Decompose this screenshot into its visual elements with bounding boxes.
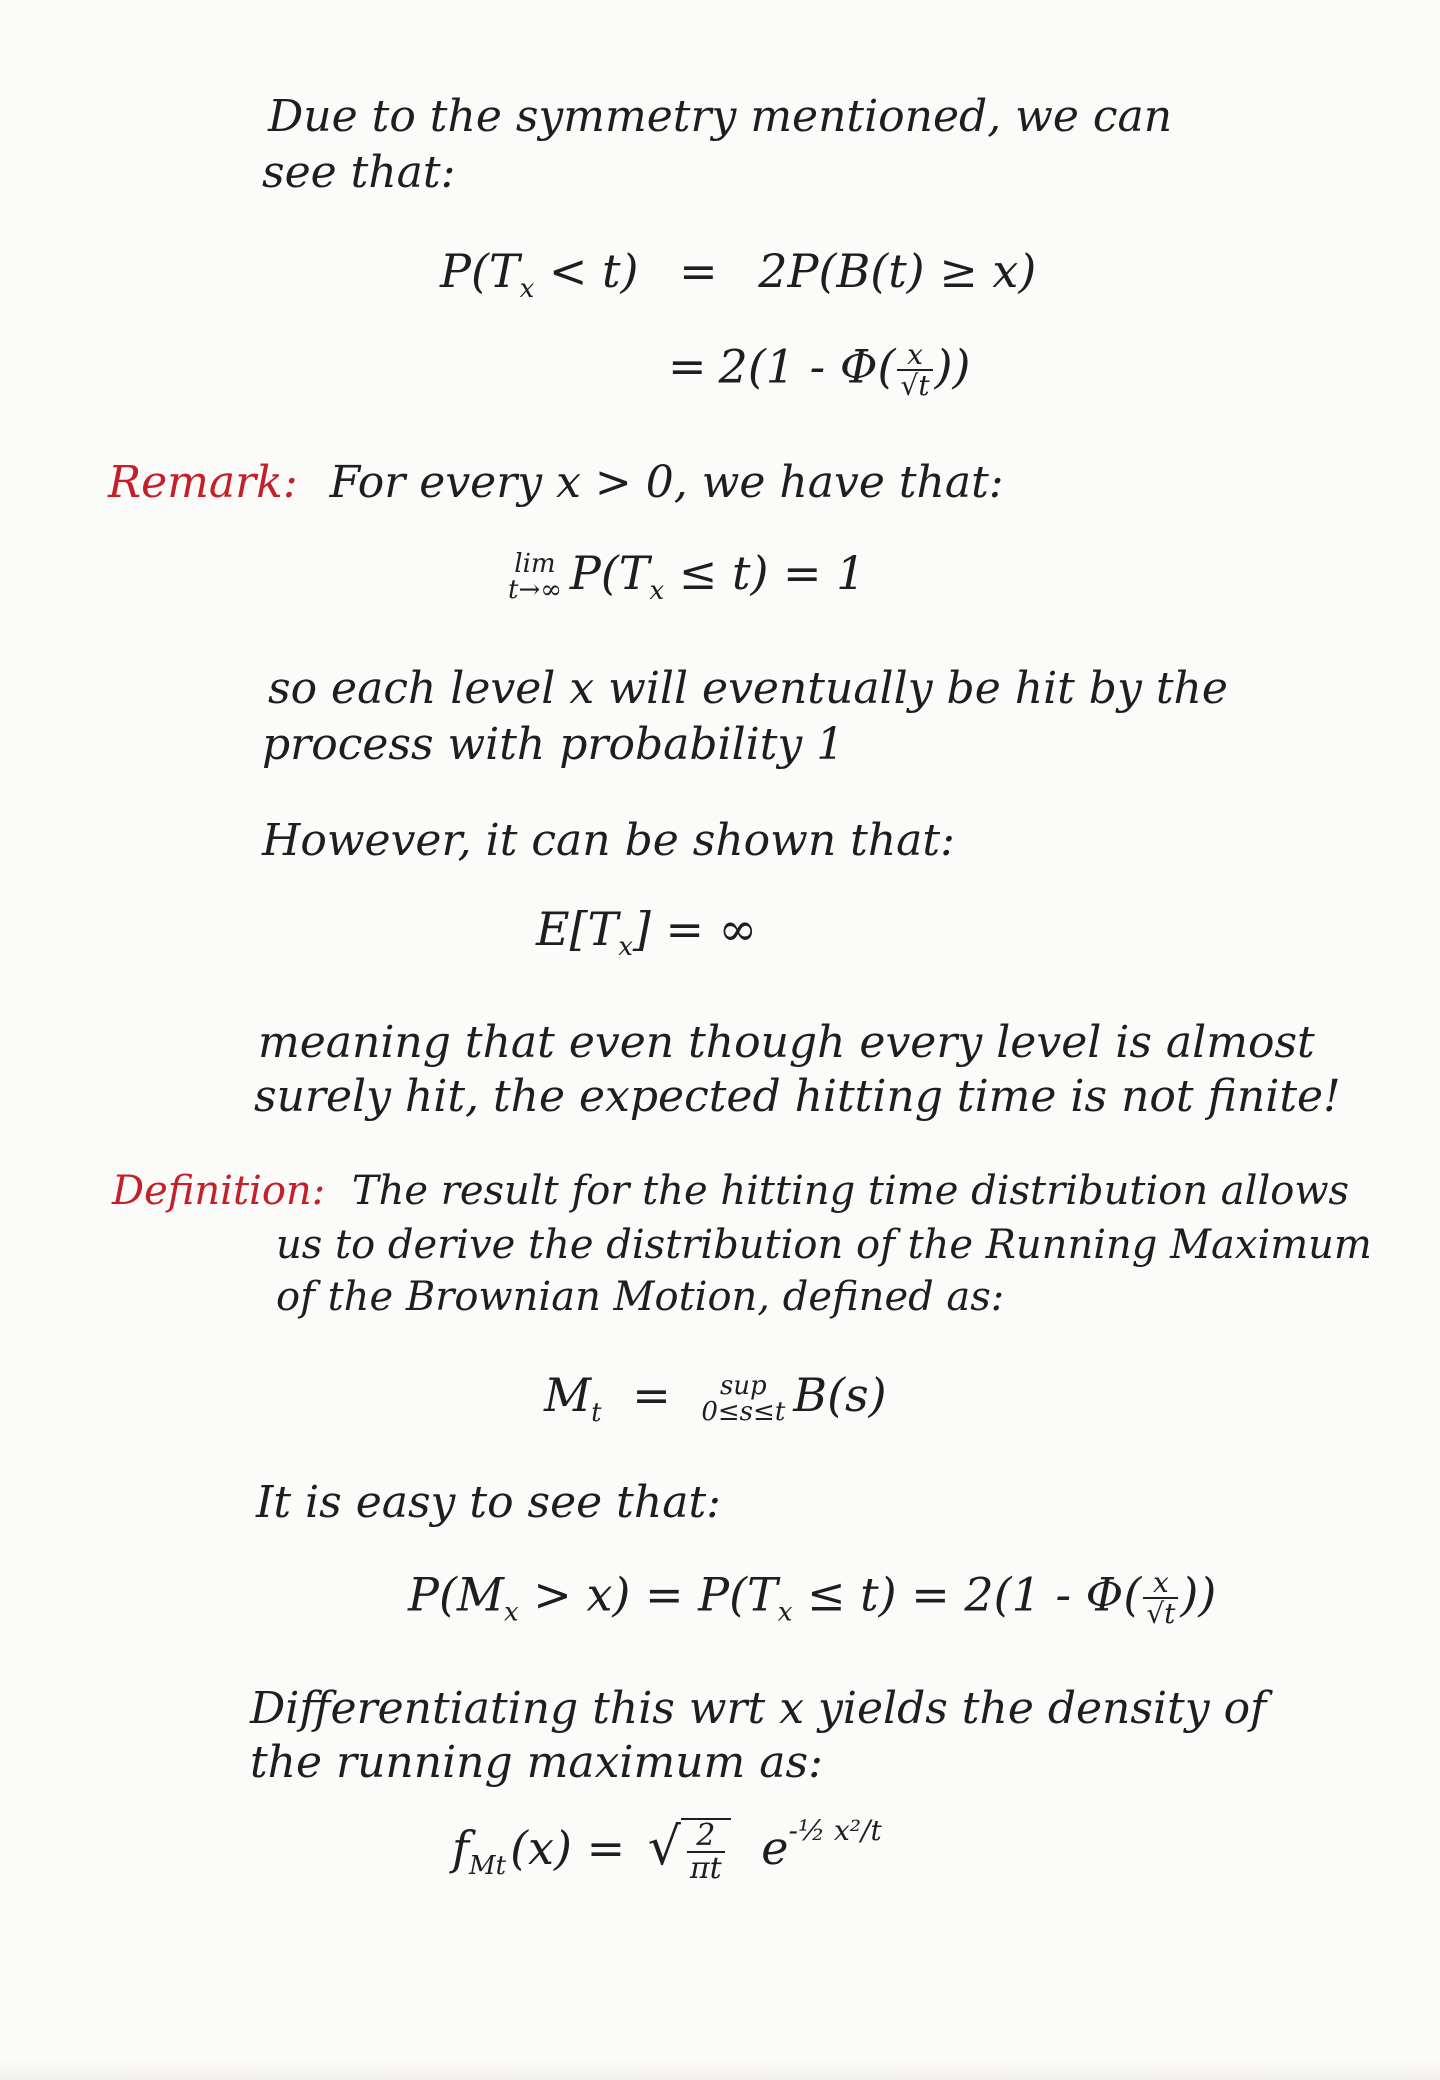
eq7-lhs-sub: Mt — [469, 1851, 507, 1881]
definition-line-1: The result for the hitting time distribution allows — [351, 1168, 1350, 1214]
eq2-rhs-post: )) — [934, 339, 971, 394]
para3-line-1: meaning that even though every level is almost — [258, 1017, 1315, 1068]
eq2-equals: = — [668, 339, 707, 394]
equation-phi-form — [668, 340, 970, 401]
eq7-exp-base: e — [761, 1821, 789, 1875]
para4-line-1: It is easy to see that: — [256, 1477, 721, 1528]
equation-expected-hitting-time — [536, 904, 757, 962]
eq4-expr-sub: x — [618, 932, 633, 962]
sqrt-sign: √ — [647, 1817, 681, 1877]
equation-hitting-time-cdf — [440, 246, 1036, 304]
eq4-expr: E[T — [536, 902, 619, 956]
eq6-part1-sub: x — [504, 1597, 519, 1628]
eq3-expr-sub: x — [649, 576, 665, 606]
equation-limit — [508, 548, 865, 606]
scan-edge — [0, 2060, 1440, 2080]
remark-text: For every x > 0, we have that: — [329, 457, 1004, 508]
definition-first-line — [112, 1168, 1349, 1214]
eq1-lhs-sub: x — [519, 274, 535, 304]
eq5-rhs: B(s) — [793, 1368, 887, 1422]
equation-density — [452, 1816, 882, 1885]
para3-line-2: surely hit, the expected hitting time is not finite! — [254, 1071, 1341, 1122]
eq7-exp-power: -½ x²/t — [788, 1814, 882, 1847]
sup-operator: sup 0≤s≤t — [701, 1371, 786, 1427]
definition-line-2: us to derive the distribution of the Running Maximum — [276, 1222, 1372, 1268]
definition-label: Definition: — [112, 1168, 326, 1214]
eq6-part2-rest: ≤ t) = 2(1 - Φ( — [792, 1567, 1142, 1622]
para5-line-1: Differentiating this wrt x yields the density of — [250, 1683, 1267, 1734]
para2-line-1: However, it can be shown that: — [262, 815, 955, 866]
eq6-part1-rest: > x) = P(T — [518, 1567, 778, 1622]
equation-running-maximum — [544, 1370, 887, 1428]
eq3-expr: P(T — [569, 546, 650, 600]
para1-line-1: so each level x will eventually be hit by the — [268, 663, 1228, 714]
eq5-lhs: M — [544, 1368, 592, 1422]
eq2-fraction: $\frac{x}{√t}$ — [897, 340, 932, 401]
intro-line-1: Due to the symmetry mentioned, we can — [268, 91, 1173, 142]
equation-maximum-distribution — [408, 1568, 1216, 1629]
eq4-expr-rest: ] = ∞ — [632, 902, 757, 956]
eq5-lhs-sub: t — [591, 1398, 602, 1428]
eq6-fraction: $\frac{x}{√t}$ — [1143, 1568, 1178, 1629]
limit-operator: lim t→∞ — [508, 549, 562, 605]
eq1-lhs-rest: < t) — [534, 244, 639, 298]
eq6-part2-sub: x — [777, 1597, 793, 1628]
remark-paragraph — [108, 458, 1004, 509]
remark-label: Remark: — [108, 457, 298, 508]
eq2-rhs-pre: 2(1 - Φ( — [718, 339, 896, 394]
para5-line-2: the running maximum as: — [250, 1737, 823, 1788]
sqrt-content: $\frac{2}{\pi t}$ — [681, 1818, 731, 1885]
para1-line-2: process with probability 1 — [262, 719, 845, 770]
intro-line-2: see that: — [262, 147, 456, 198]
eq6-part1: P(M — [408, 1567, 504, 1622]
definition-line-3: of the Brownian Motion, defined as: — [276, 1274, 1005, 1320]
eq1-lhs: P(T — [440, 244, 520, 298]
eq3-expr-rest: ≤ t) = 1 — [664, 546, 866, 600]
eq7-lhs: f — [452, 1821, 470, 1875]
eq6-close: )) — [1180, 1567, 1217, 1622]
eq7-lhs-rest: (x) = — [510, 1821, 626, 1875]
eq1-rhs: 2P(B(t) ≥ x) — [758, 244, 1037, 298]
eq5-equals: = — [632, 1368, 671, 1422]
eq1-equals: = — [679, 244, 718, 298]
